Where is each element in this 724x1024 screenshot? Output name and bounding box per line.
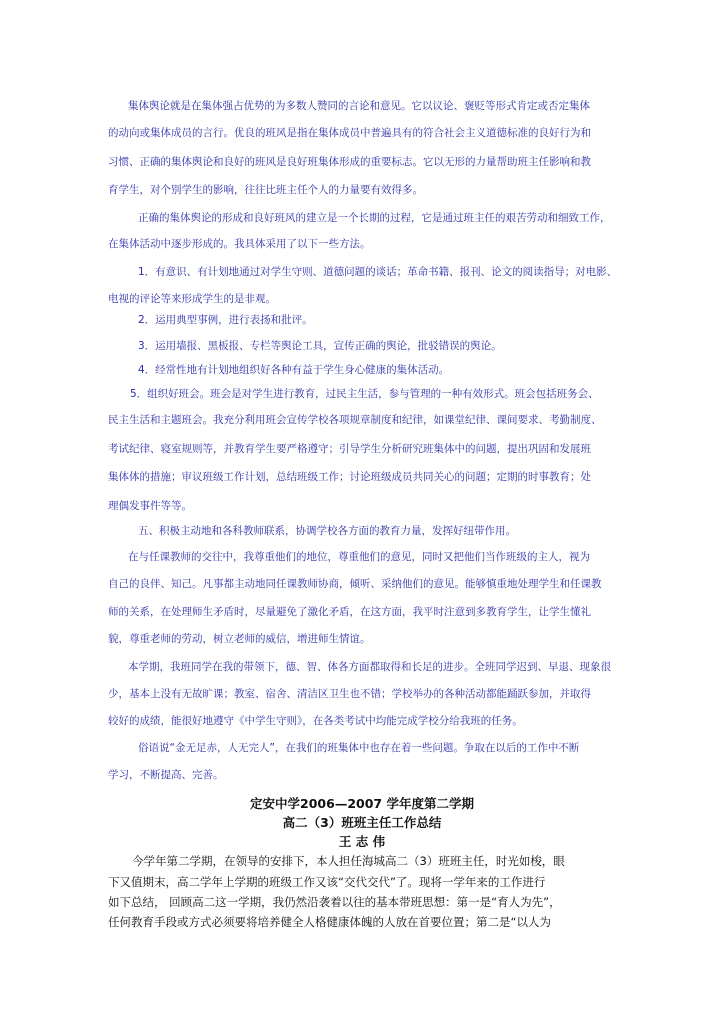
paragraph-line: 正确的集体舆论的形成和良好班风的建立是一个长期的过程，它是通过班主任的艰苦劳动和细致工作， <box>138 212 611 224</box>
paragraph-line: 在集体活动中逐步形成的。我具体采用了以下一些方法。 <box>108 238 371 250</box>
document-subtitle: 高二（3）班班主任工作总结 <box>282 815 442 830</box>
paragraph-line: 理偶发事件等等。 <box>108 500 192 512</box>
paragraph-line: 学习，不断提高、完善。 <box>108 769 224 781</box>
paragraph-line: 集体舆论就是在集体强占优势的为多数人赞同的言论和意见。它以议论、褒贬等形式肯定或否定集体 <box>128 100 590 112</box>
paragraph-line: 习惯、正确的集体舆论和良好的班风是良好班集体形成的重要标志。它以无形的力量帮助班主任影响和教 <box>108 156 591 168</box>
author-name: 王 志 伟 <box>338 834 386 849</box>
paragraph-line: 集体体的措施；审议班级工作计划，总结班级工作；讨论班级成员共同关心的问题；定期的时事教育；处 <box>108 471 591 483</box>
list-item-line: 2．运用典型事例，进行表扬和批评。 <box>138 314 313 326</box>
list-item-line: 1．有意识、有计划地通过对学生守则、道德问题的谈话；革命书籍、报刊、论文的阅读指导；对电影、 <box>138 266 618 278</box>
paragraph-line: 师的关系，在处理师生矛盾时，尽量避免了激化矛盾，在这方面，我平时注意到多教育学生，让学生懂礼 <box>108 606 591 618</box>
paragraph-line: 自己的良伴、知己。凡事都主动地同任课教师协商，倾听、采纳他们的意见。能够慎重地处理学生和任课教 <box>108 578 602 590</box>
paragraph-line: 下又值期末，高二学年上学期的班级工作又该“交代交代”了。现将一学年来的工作进行 <box>108 875 546 889</box>
paragraph-line: 在与任课教师的交往中，我尊重他们的地位，尊重他们的意见，同时又把他们当作班级的主人，视为 <box>128 551 590 563</box>
paragraph-line: 任何教育手段或方式必须要将培养健全人格健康体魄的人放在首要位置；第二是“以人为 <box>108 915 551 929</box>
list-item-line: 3．运用墙报、黑板报、专栏等舆论工具，宣传正确的舆论，批驳错误的舆论。 <box>138 340 502 352</box>
paragraph-line: 的动向或集体成员的言行。优良的班风是指在集体成员中普遍具有的符合社会主义道德标准的良好行为和 <box>108 127 591 139</box>
paragraph-line: 今学年第二学期，在领导的安排下，本人担任海城高二（3）班班主任，时光如梭，眼 <box>132 854 565 868</box>
paragraph-line: 俗语说“金无足赤，人无完人”，在我们的班集体中也存在着一些问题。争取在以后的工作中不断 <box>138 742 580 754</box>
paragraph-line: 育学生，对个别学生的影响，往往比班主任个人的力量要有效得多。 <box>108 184 423 196</box>
paragraph-line: 貌，尊重老师的劳动，树立老师的威信，增进师生情谊。 <box>108 633 371 645</box>
paragraph-line: 民主生活和主题班会。我充分利用班会宣传学校各项规章制度和纪律，如课堂纪律、课间要求、考勤制度、 <box>108 414 602 426</box>
list-item-line: 4．经常性地有计划地组织好各种有益于学生身心健康的集体活动。 <box>138 364 450 376</box>
list-item-line: 电视的评论等来形成学生的是非观。 <box>108 293 276 305</box>
section-heading-line: 五、积极主动地和各科教师联系，协调学校各方面的教育力量，发挥好纽带作用。 <box>138 525 516 537</box>
paragraph-line: 如下总结， 回顾高二这一学期，我仍然沿袭着以往的基本带班思想：第一是“育人为先”， <box>108 895 561 909</box>
document-title: 定安中学2006—2007 学年度第二学期 <box>250 796 474 811</box>
paragraph-line: 本学期，我班同学在我的带领下，德、智、体各方面都取得和长足的进步。全班同学迟到、早退、现象很 <box>128 661 611 673</box>
paragraph-line: 少，基本上没有无故旷课；教室、宿舍、清洁区卫生也不错；学校举办的各种活动都能踊跃参加，并取得 <box>108 688 591 700</box>
paragraph-line: 较好的成绩，能很好地遵守《中学生守则》，在各类考试中均能完成学校分给我班的任务。 <box>108 715 523 727</box>
paragraph-line: 考试纪律、寝室规则等，并教育学生要严格遵守；引导学生分析研究班集体中的问题，提出巩固和发展班 <box>108 443 591 455</box>
list-item-line: 5．组织好班会。班会是对学生进行教育，过民主生活，参与管理的一种有效形式。班会包括班务会、 <box>130 388 599 400</box>
